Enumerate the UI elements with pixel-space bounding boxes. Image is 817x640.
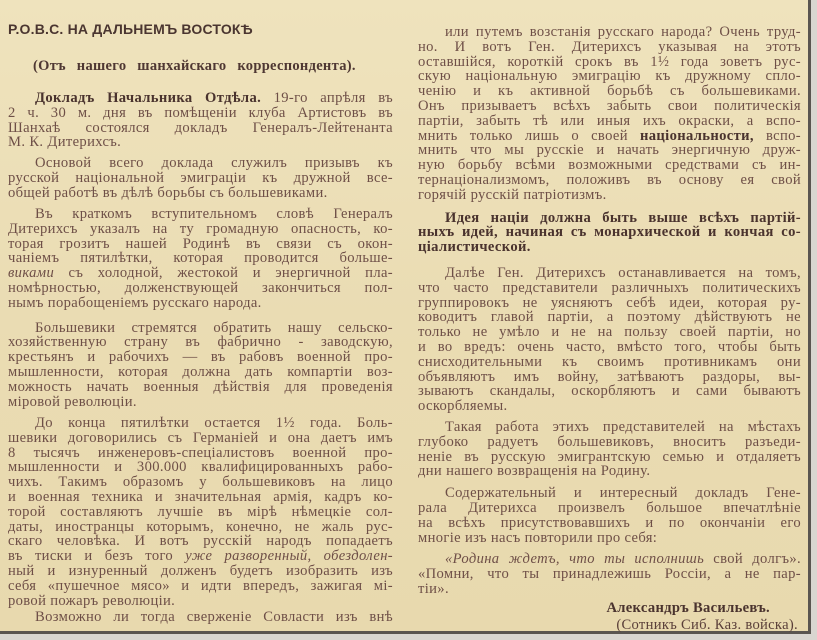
text-segment: мнить только лишь о своей bbox=[418, 127, 641, 144]
text-line: тіи». bbox=[418, 580, 449, 597]
text-line: тернаціонализмомъ, положивъ въ основу ея свой bbox=[418, 171, 801, 188]
italic-text: «Родина ждетъ, что ты исполнишь bbox=[445, 551, 705, 568]
bold-text: Докладъ Начальника Отдѣла. bbox=[35, 90, 262, 106]
paragraph bbox=[8, 91, 393, 150]
text-line: или путемъ возстанія русскаго народа? Очень труд- bbox=[445, 24, 801, 40]
bold-text: національности, bbox=[640, 127, 754, 144]
text-line: Въ краткомъ вступительномъ словѣ Генералъ bbox=[35, 206, 393, 223]
text-line: и военная техника и значительная армія, кадръ ко- bbox=[8, 488, 393, 505]
text-segment: въ тиски и безъ того bbox=[8, 548, 186, 565]
article-title: Р.О.В.С. НА ДАЛЬНЕМЪ ВОСТОКѢ bbox=[8, 21, 254, 37]
text-line: Дитерихсъ указалъ на ту громадную опасность, ко- bbox=[8, 220, 393, 237]
text-line bbox=[8, 91, 393, 106]
text-line: партіи, забыть тѣ или иныя ихъ окраски, а вспо- bbox=[418, 112, 801, 129]
text-line: скаго человѣка. И вотъ русскій народъ попадаетъ bbox=[8, 533, 393, 550]
text-line: Содержательный и интересный докладъ Гене- bbox=[445, 485, 801, 502]
text-line: что часто представители различныхъ политическихъ bbox=[418, 279, 801, 296]
text-line: торая грозитъ нашей Родинѣ въ связи съ окон- bbox=[8, 235, 393, 252]
left-column bbox=[8, 91, 393, 625]
text-line bbox=[418, 552, 801, 567]
text-line: ціалистической. bbox=[418, 239, 531, 256]
paragraph bbox=[418, 25, 801, 203]
text-line: 8 тысячъ инженеровъ-спеціалистовъ военной про- bbox=[8, 444, 393, 461]
paragraph bbox=[8, 610, 393, 625]
text-line: хозяйственную страну въ фабрично - заводскую, bbox=[8, 334, 393, 351]
text-line: До конца пятилѣтки остается 1½ года. Боль- bbox=[35, 414, 393, 431]
text-line: Основой всего доклада служилъ призывъ къ bbox=[35, 155, 393, 172]
text-line: номѣрностью, долженствующей закончиться пол- bbox=[8, 280, 393, 297]
text-segment: свой долгъ». bbox=[704, 551, 801, 568]
text-line bbox=[8, 549, 393, 564]
text-line: ровой пожаръ революціи. bbox=[8, 592, 176, 609]
text-line: неніе въ русскую эмигрантскую семью и отдаляетъ bbox=[418, 448, 801, 465]
paragraph bbox=[418, 211, 801, 255]
text-line: Онъ призываетъ всѣхъ забыть свои политическія bbox=[418, 97, 801, 114]
paragraph bbox=[8, 416, 393, 608]
text-line: ную борьбу всѣми возможными средствами съ ин- bbox=[418, 157, 801, 174]
text-line: себя «пушечное мясо» и идти впередъ, зажигая мі- bbox=[8, 577, 393, 594]
text-line: ченію и къ активной борьбѣ съ большевиками. bbox=[418, 83, 801, 100]
text-line: только не умѣло и не на пользу своей партіи, но bbox=[418, 324, 801, 341]
text-line: крестьянъ и рабочихъ — въ рабовъ военной про- bbox=[8, 349, 393, 366]
text-line bbox=[8, 266, 393, 281]
italic-text: виками bbox=[8, 265, 55, 282]
text-line: Такая работа этихъ представителей на мѣстахъ bbox=[445, 418, 801, 435]
text-line: Далѣе Ген. Дитерихсъ останавливается на томъ, bbox=[445, 264, 801, 281]
text-line: зываютъ скандалы, оскорбляютъ и сами бываютъ bbox=[418, 383, 801, 400]
text-line: міровой революціи. bbox=[8, 393, 137, 410]
paragraph bbox=[418, 486, 801, 545]
text-line: торой составляютъ лучшіе въ мірѣ нѣмецкіе сол- bbox=[8, 503, 393, 520]
text-line: Возможно ли тогда сверженіе Совласти изъ внѣ bbox=[35, 609, 393, 626]
text-line: многіе изъ насъ повторили про себя: bbox=[418, 529, 658, 546]
text-line: ныхъ идей, начиная съ монархической и кончая со- bbox=[418, 224, 801, 241]
text-line: даты, иностранцы которымъ, конечно, не жаль рус- bbox=[8, 518, 393, 535]
text-line: мышленности, которая должна дать компартіи воз- bbox=[8, 364, 393, 381]
text-line: но. И вотъ Ген. Дитерихсъ указывая на этотъ bbox=[418, 38, 801, 55]
text-line: мнить что мы русскіе и начать энергичную друж- bbox=[418, 142, 801, 159]
text-line: чихъ. Такимъ образомъ у большевиковъ на лицо bbox=[8, 474, 393, 491]
paragraph bbox=[418, 266, 801, 414]
text-line: нымъ порабощеніемъ русскаго народа. bbox=[8, 294, 262, 311]
paragraph bbox=[8, 321, 393, 410]
text-line: М. К. Дитерихсъ. bbox=[8, 134, 122, 151]
text-line: Идея націи должна быть выше всѣхъ партій- bbox=[445, 209, 801, 226]
text-line: шевики договорились съ Германіей и она даетъ имъ bbox=[8, 429, 393, 446]
text-line: можность начать военныя дѣйствія для проведенія bbox=[8, 378, 393, 395]
text-line: «Помни, что ты принадлежишь Россіи, а не пар- bbox=[418, 566, 801, 583]
right-column bbox=[418, 25, 801, 597]
text-line: группировокъ не уясняютъ себѣ идеи, которая ру- bbox=[418, 294, 801, 311]
text-line: глубоко радуетъ большевиковъ, вноситъ разъеди- bbox=[418, 433, 801, 450]
text-line: на всѣхъ присутствовавшихъ и по окончаніи его bbox=[418, 514, 801, 531]
text-line: горячій русскій патріотизмъ. bbox=[418, 186, 607, 203]
text-line: скую національную эмиграцію къ дружному спло- bbox=[418, 68, 801, 85]
text-line: русской національной эмиграціи къ дружной все- bbox=[8, 169, 393, 186]
text-line: оставшійся, короткій срокъ въ 1½ года зоветъ рус- bbox=[418, 53, 801, 70]
paragraph bbox=[8, 207, 393, 311]
text-line: объявляютъ имъ войну, затѣваютъ раздоры, вы- bbox=[418, 368, 801, 385]
text-line: оскорбляемы. bbox=[418, 398, 508, 415]
text-line: ководитъ главой партіи, а поэтому дѣйствуютъ не bbox=[418, 309, 801, 326]
text-line bbox=[418, 129, 801, 144]
paragraph bbox=[418, 420, 801, 479]
text-line: рала Дитерихса произвелъ большое впечатлѣніе bbox=[418, 499, 801, 516]
text-line: дни нашего возвращенія на Родину. bbox=[418, 463, 651, 480]
article-subtitle: (Отъ нашего шанхайскаго корреспондента). bbox=[33, 58, 356, 74]
text-segment: 19-го апрѣля въ bbox=[261, 90, 393, 106]
text-line: Шанхаѣ состоялся докладъ Генералъ-Лейтенанта bbox=[8, 119, 393, 136]
text-line: снисходительными къ своимъ противникамъ они bbox=[418, 353, 801, 370]
text-line: чаніемъ пятилѣтки, которая проводится больше- bbox=[8, 250, 393, 267]
paragraph bbox=[418, 552, 801, 596]
text-segment: вспо- bbox=[753, 127, 802, 144]
author-name: Александръ Васильевъ. bbox=[606, 600, 770, 616]
text-segment: съ холодной, жестокой и энергичной пла- bbox=[54, 265, 393, 282]
text-line: общей работѣ въ дѣлѣ борьбы съ большевиками. bbox=[8, 184, 328, 201]
paragraph bbox=[8, 156, 393, 200]
italic-text: уже разворенный, обездолен- bbox=[185, 548, 393, 565]
author-rank: (Сотникъ Сиб. Каз. войска). bbox=[616, 617, 798, 633]
text-line: и во вредъ: очень часто, вмѣсто того, чтобы быть bbox=[418, 338, 801, 355]
text-line: ный и изнуренный долженъ будетъ изобразить изъ bbox=[8, 562, 393, 579]
text-line: 2 ч. 30 м. дня въ помѣщеніи клуба Артистовъ въ bbox=[8, 104, 393, 121]
text-line: мышленности и 300.000 квалифицированныхъ рабо- bbox=[8, 459, 393, 476]
text-line: Большевики стремятся обратить нашу сельско- bbox=[35, 319, 393, 336]
